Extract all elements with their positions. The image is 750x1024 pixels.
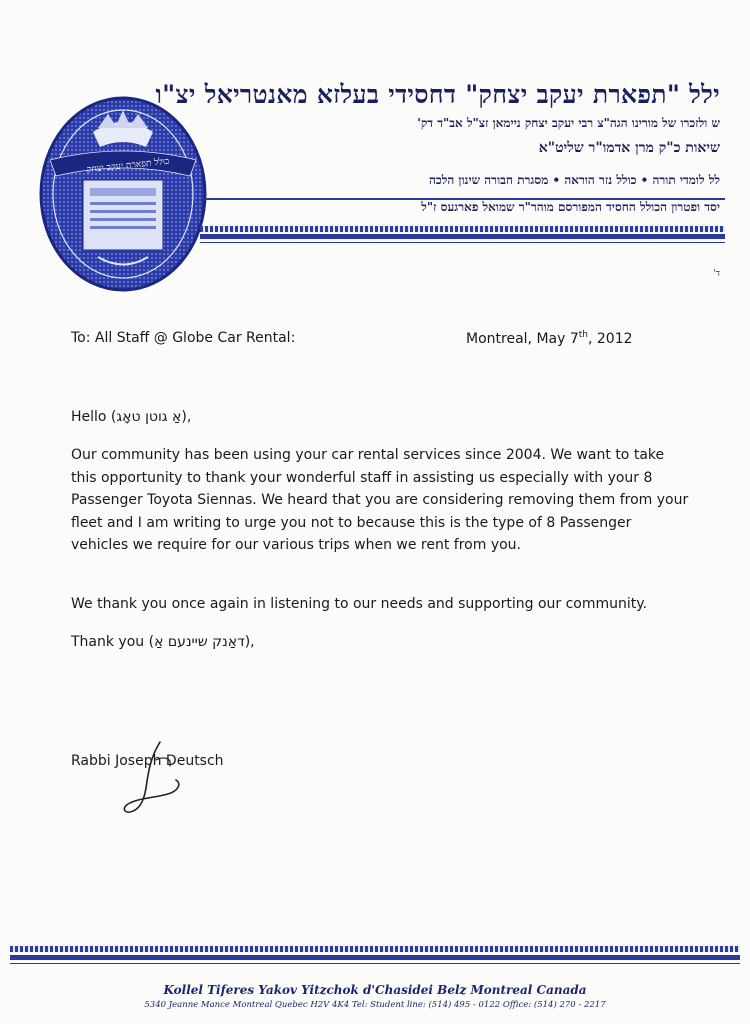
date-suffix: , 2012 (587, 331, 633, 347)
date-ordinal: th (578, 330, 588, 340)
closing-line: Thank you (דאַנק שיינעם אַ), (71, 634, 255, 650)
signer-name: Rabbi Joseph Deutsch (71, 753, 224, 769)
recipient-line: To: All Staff @ Globe Car Rental: (71, 330, 296, 346)
letterhead-hebrew-title: ילל "תפארת יעקב יצחק" דחסידי בעלזא מאנטריאל יצ"ו (155, 80, 720, 109)
footer-institution-name: Kollel Tiferes Yakov Yitzchok d'Chasidei Belz Montreal Canada (163, 983, 587, 997)
seal-text: כולל תפארת יעקב יצחק (86, 156, 170, 176)
letterhead-hebrew-memorial: ש ולזכרו של מורינו הגה"צ רבי יעקב יצחק ניימאן זצ"ל אב"ד דק' (417, 116, 720, 130)
date-prefix: Montreal, May 7 (466, 331, 579, 347)
letterhead (0, 0, 750, 300)
footer-rule-thin (10, 963, 740, 964)
paragraph-body: Our community has been using your car rental services since 2004. We want to take this opportunity to thank your wonderful staff in assisting us especially with your 8 Passenger Toyota Siennas. We heard that you are considering removing them from your fleet and I am writing to urge you not to because this is the type of 8 Passenger vehicles we require for our various trips when we rent from you. (71, 447, 689, 553)
letterhead-hebrew-programs: לל לומדי תורה • כולל נזר הוראה • מסגרת חבורה שינון הלכה (428, 173, 720, 187)
letterhead-rule-dashed (200, 226, 725, 232)
letterhead-rule-bottom (200, 234, 725, 239)
seal-emblem-icon (38, 92, 208, 292)
footer-rule-dashed (10, 946, 740, 952)
paragraph-thanks: We thank you once again in listening to our needs and supporting our community. (71, 596, 648, 612)
letterhead-hebrew-founder: יסד ופטרון הכולל החסיד המפורסם מוהר"ר שמואל פארגעס ז"ל (421, 200, 720, 214)
footer-address: 5340 Jeanne Mance Montreal Quebec H2V 4K4 Tel: Student line: (514) 495 - 0122 Office: (514) 270 - 2217 (144, 1000, 606, 1010)
greeting: Hello (אַ גוטן טאָג), (71, 409, 192, 425)
date-line (466, 330, 633, 347)
letterhead-rule-thin (200, 242, 725, 243)
letterhead-hebrew-patronage: שיאות כ"ק מרן אדמו"ר שליט"א (538, 140, 720, 156)
handwritten-signature-icon (120, 738, 190, 818)
footer-rule-solid (10, 955, 740, 960)
letterhead-hebrew-mark: ד' (713, 269, 720, 279)
letterhead-rule-top (205, 198, 725, 200)
